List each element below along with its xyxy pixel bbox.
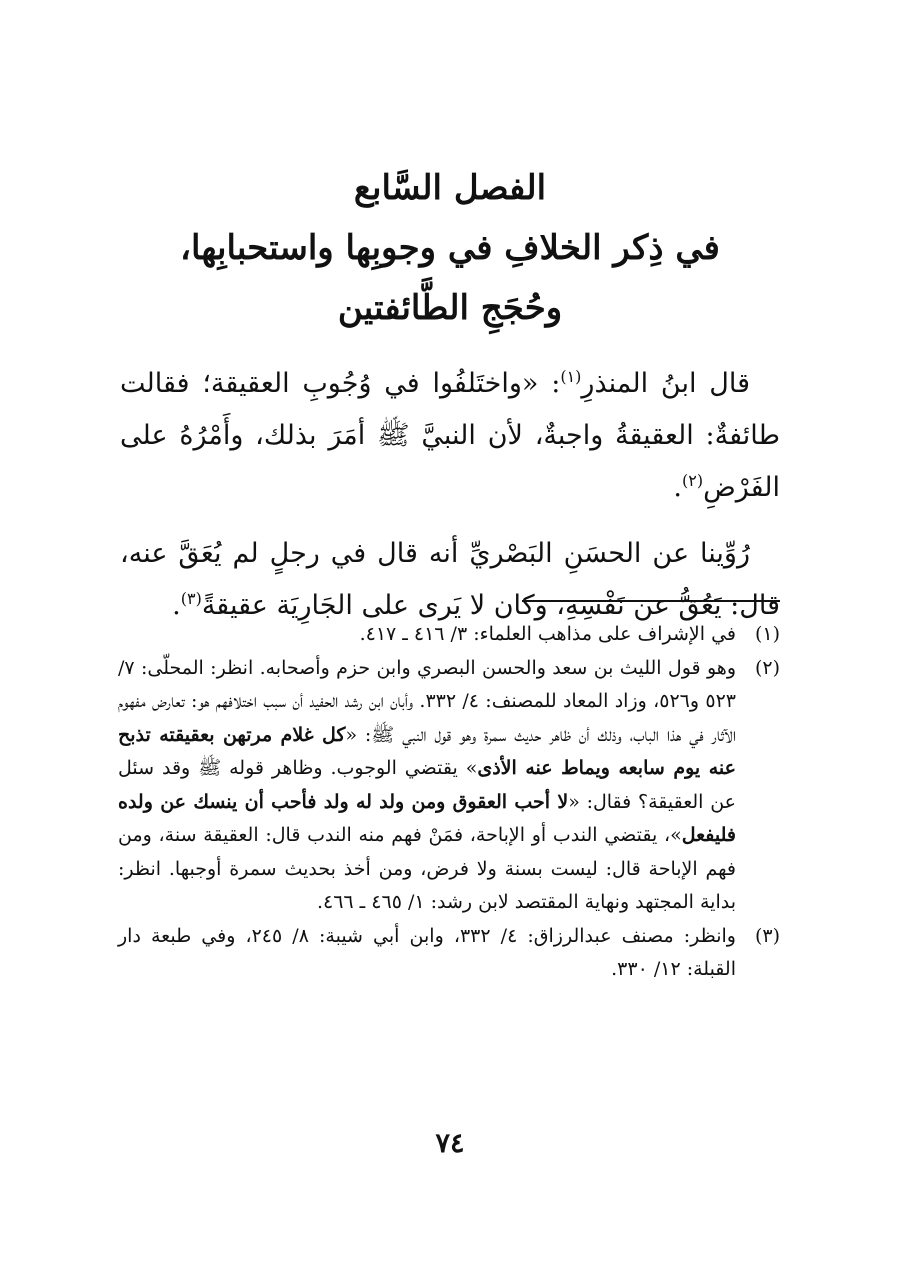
chapter-title: الفصل السَّابع <box>353 168 547 208</box>
footnote-segment: » يقتضي الوجوب. وظاهر قوله ﷺ وقد سئل عن العقيقة؟ فقال: « <box>118 757 736 813</box>
chapter-subtitle-line2: وحُجَجِ الطَّائفتين <box>337 288 563 328</box>
hadith-quote-1: كل غلام مرتهن بعقيقته تذبح عنه يوم سابعه ويماط عنه الأذى <box>118 723 736 779</box>
hadith-quote-2: لا أحب العقوق ومن ولد له ولد فأحب أن ينسك عن ولده فليفعل <box>118 790 736 846</box>
footnote-text: وانظر: مصنف عبدالرزاق: ٤/ ٣٣٢، وابن أبي شيبة: ٨/ ٢٤٥، وفي طبعة دار القبلة: ١٢/ ٣٣٠. <box>118 924 736 980</box>
chapter-subtitle-line1: في ذِكر الخلافِ في وجوبِها واستحبابِها، <box>180 228 720 268</box>
footnote-number: (١) <box>754 623 780 645</box>
paragraph-text: رُوِّينا عن الحسَنِ البَصْريِّ أنه قال في رجلٍ لم يُعَقَّ عنه، قال: يَعُقُّ عن نَفْسِهِ، وكان لا يَرى على الجَارِيَة عقيقةً <box>120 538 780 621</box>
main-text <box>120 358 780 646</box>
paragraph-hasan-basri <box>120 528 780 632</box>
footnote-separator <box>522 600 780 602</box>
footnote-ref-1: (١) <box>560 367 582 386</box>
page-number: ٧٤ <box>435 1128 465 1159</box>
footnote-number: (٣) <box>754 924 780 947</box>
footnote-segment: وهو قول الليث بن سعد والحسن البصري وابن حزم وأصحابه. انظر: المحلّى: ٧/ ٥٢٣ و٥٢٦، وزاد المعاد للمصنف: ٤/ ٣٣٢. وأبان ابن رشد الحفيد أن سبب اختلافهم هو: تعارض مفهوم الآثار في هذا الباب، وذلك أن ظاهر حديث سمرة وهو قول النبي ﷺ: « <box>118 656 736 746</box>
footnote-number: (٢) <box>754 656 780 679</box>
paragraph-text: : «واختَلفُوا في وُجُوبِ العقيقة؛ فقالت طائفةٌ: العقيقةُ واجبةٌ، لأن النبيَّ ﷺ أمَرَ بذلك، وأَمْرُهُ على الفَرْضِ <box>120 368 780 503</box>
footnote-text: في الإشراف على مذاهب العلماء: ٣/ ٤١٦ ـ ٤١٧. <box>359 623 736 645</box>
footnote-1 <box>118 618 780 652</box>
footnote-3 <box>118 920 780 987</box>
paragraph-text: . <box>673 472 682 503</box>
chapter-heading <box>100 158 800 338</box>
footnotes <box>118 618 780 987</box>
footnote-segment: »، يقتضي الندب أو الإباحة، فمَنْ فهم منه الندب قال: العقيقة سنة، ومن فهم الإباحة قال: ليست بسنة ولا فرض، ومن أخذ بحديث سمرة أوجبها. انظر: بداية المجتهد ونهاية المقتصد لابن رشد: ١/ ٤٦٥ ـ ٤٦٦. <box>118 824 736 913</box>
footnote-ref-2: (٢) <box>681 471 704 490</box>
footnote-2 <box>118 652 780 920</box>
paragraph-text: . <box>172 590 181 621</box>
paragraph-ibn-almundhir <box>120 358 780 514</box>
footnote-text <box>118 652 736 920</box>
footnote-ref-3: (٣) <box>180 589 202 608</box>
paragraph-text: قال ابنُ المنذرِ <box>581 368 751 399</box>
